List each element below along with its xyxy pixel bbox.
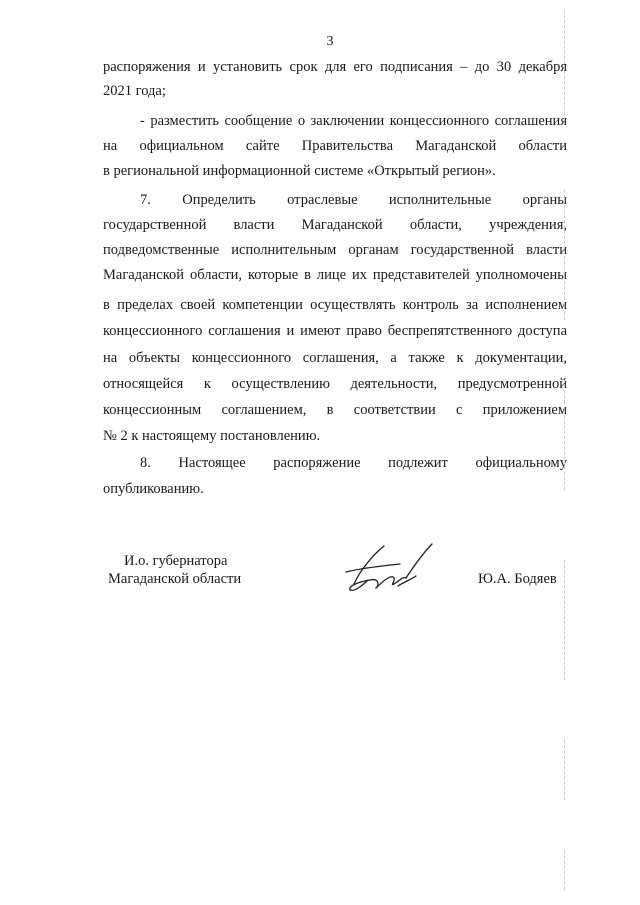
text-line: 2021 года; [103, 83, 166, 99]
scan-edge-line [564, 190, 565, 320]
signatory-name: Ю.А. Бодяев [478, 571, 557, 587]
text-line: опубликованию. [103, 481, 204, 497]
scan-edge-line [564, 380, 565, 490]
signatory-title: И.о. губернатора [124, 553, 228, 569]
text-line: подведомственные исполнительным органам государственной власти [103, 242, 567, 258]
text-line: на официальном сайте Правительства Магаданской области [103, 138, 567, 154]
text-line: в региональной информационной системе «Открытый регион». [103, 163, 496, 179]
text-line: распоряжения и установить срок для его подписания – до 30 декабря [103, 59, 567, 75]
signatory-region: Магаданской области [108, 571, 242, 587]
page-number: 3 [326, 34, 334, 49]
text-line: концессионного соглашения и имеют право беспрепятственного доступа [103, 323, 567, 339]
scan-edge-line [564, 850, 565, 890]
text-line: № 2 к настоящему постановлению. [103, 428, 321, 444]
text-line: государственной власти Магаданской области, учреждения, [103, 217, 567, 233]
text-line: на объекты концессионного соглашения, а также к документации, [103, 350, 567, 366]
scan-edge-line [564, 560, 565, 680]
scan-edge-line [564, 740, 565, 800]
text-line: 7. Определить отраслевые исполнительные органы [140, 192, 567, 208]
handwritten-signature [340, 540, 440, 600]
text-line: - разместить сообщение о заключении концессионного соглашения [140, 113, 567, 129]
text-line: в пределах своей компетенции осуществлять контроль за исполнением [103, 297, 567, 313]
scan-edge-line [564, 10, 565, 120]
text-line: концессионным соглашением, в соответствии с приложением [103, 402, 567, 418]
text-line: относящейся к осуществлению деятельности, предусмотренной [103, 376, 567, 392]
text-line: 8. Настоящее распоряжение подлежит официальному [140, 455, 567, 471]
text-line: Магаданской области, которые в лице их представителей уполномочены [103, 267, 567, 283]
